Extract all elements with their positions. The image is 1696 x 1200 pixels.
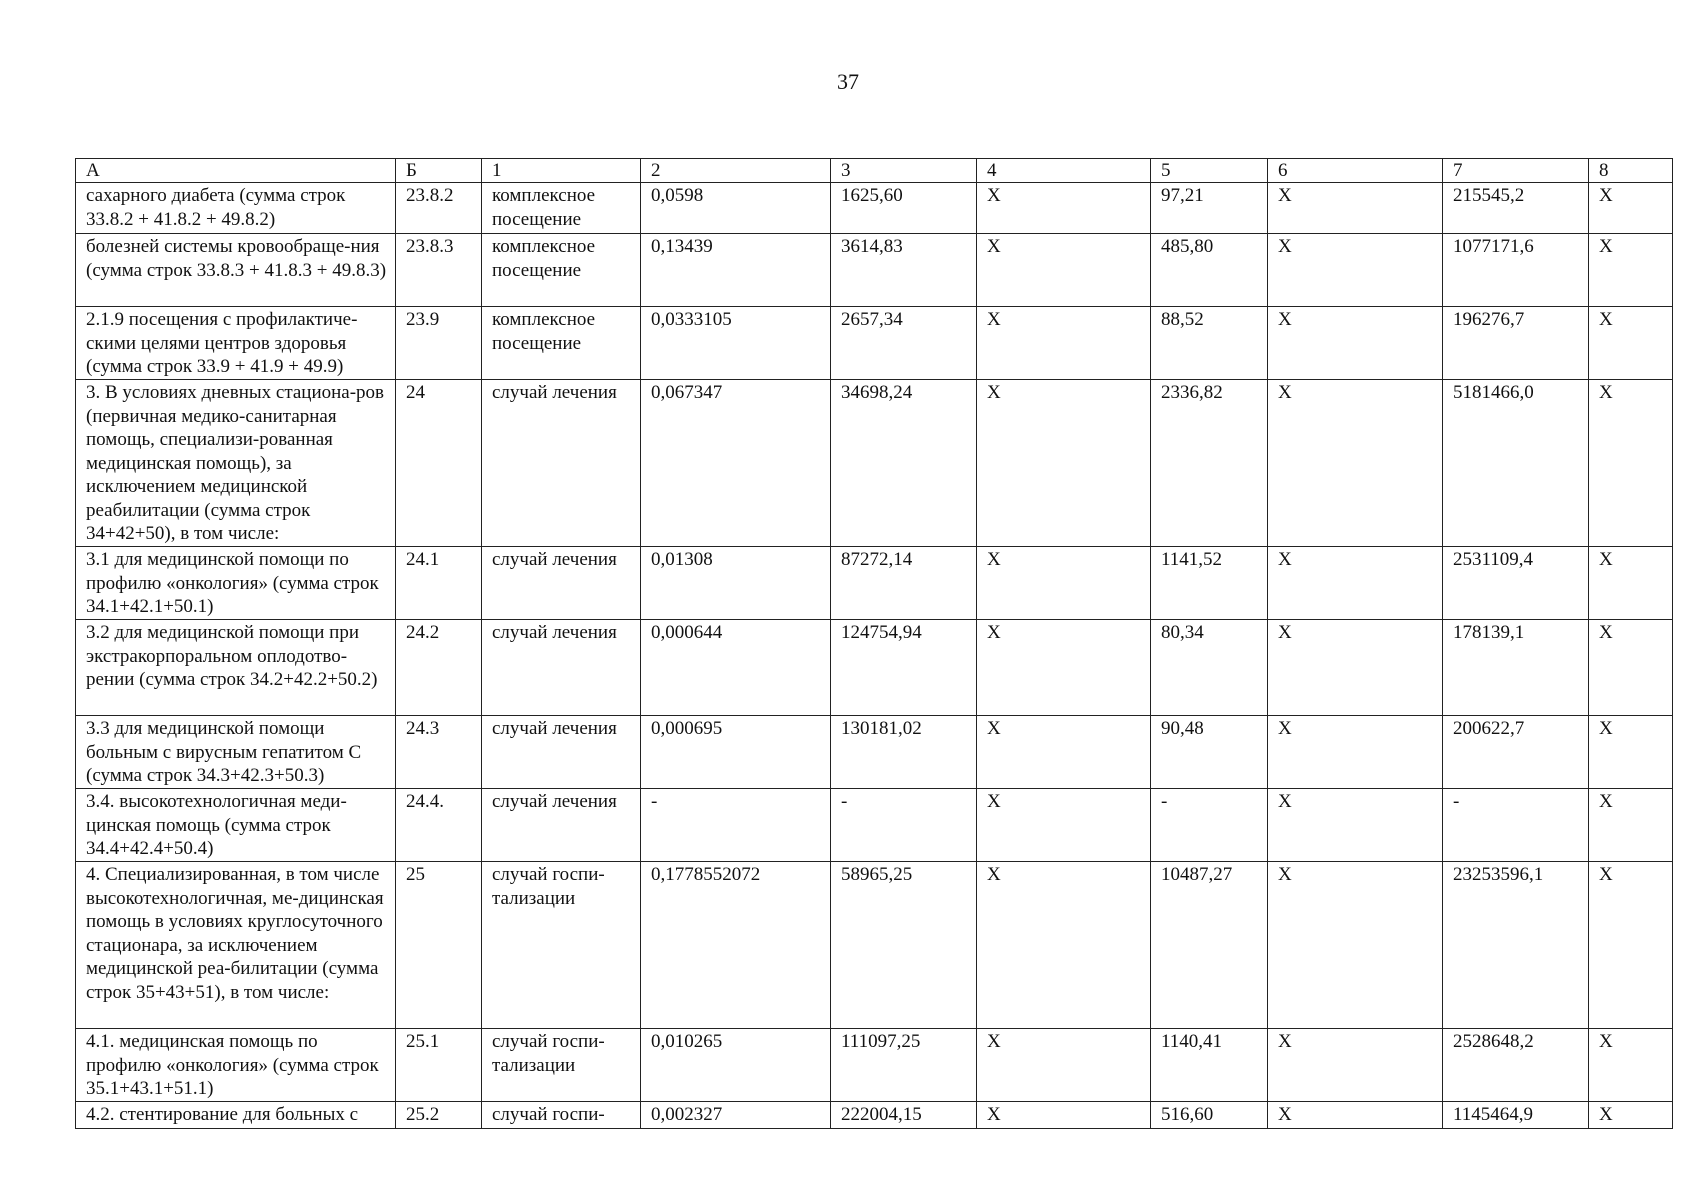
table-cell: X [1268, 380, 1443, 547]
table-cell: 516,60 [1151, 1102, 1268, 1129]
table-cell: 24 [396, 380, 482, 547]
table-cell: 24.3 [396, 716, 482, 789]
table-row [76, 380, 1673, 547]
table-cell: X [1589, 1029, 1673, 1102]
table-cell: X [1589, 547, 1673, 620]
table-cell: 23.8.3 [396, 234, 482, 307]
table-cell: 2531109,4 [1443, 547, 1589, 620]
table-cell: 0,0598 [641, 183, 831, 234]
table-cell: 485,80 [1151, 234, 1268, 307]
table-row [76, 183, 1673, 234]
table-cell: 2.1.9 посещения с профилактиче-скими целями центров здоровья (сумма строк 33.9 + 41.9 + 49.9) [76, 307, 396, 380]
table-cell: X [1268, 620, 1443, 716]
table-cell: X [977, 547, 1151, 620]
table-cell: 3.4. высокотехнологичная меди-цинская помощь (сумма строк 34.4+42.4+50.4) [76, 789, 396, 862]
table-cell: 4. Специализированная, в том числе высокотехнологичная, ме-дицинская помощь в условиях круглосуточного стационара, за исключением медицинской реа-билитации (сумма строк 35+43+51), в том числе: [76, 862, 396, 1029]
column-header: 1 [482, 159, 641, 183]
table-cell: X [1589, 789, 1673, 862]
column-header: 8 [1589, 159, 1673, 183]
table-cell: 4.2. стентирование для больных с [76, 1102, 396, 1129]
table-cell: X [1268, 1102, 1443, 1129]
column-header: 2 [641, 159, 831, 183]
table-cell: 90,48 [1151, 716, 1268, 789]
table-cell: X [1268, 547, 1443, 620]
table-cell: 25 [396, 862, 482, 1029]
column-header: А [76, 159, 396, 183]
table-cell: 25.2 [396, 1102, 482, 1129]
table-cell: комплексное посещение [482, 183, 641, 234]
table-cell: 0,0333105 [641, 307, 831, 380]
table-cell: X [1268, 789, 1443, 862]
table-row [76, 234, 1673, 307]
table-cell: X [1589, 234, 1673, 307]
table-row [76, 307, 1673, 380]
table-cell: 80,34 [1151, 620, 1268, 716]
column-header: 5 [1151, 159, 1268, 183]
table-cell: X [1589, 620, 1673, 716]
table-cell: X [1589, 1102, 1673, 1129]
table-cell: 196276,7 [1443, 307, 1589, 380]
table-cell: 4.1. медицинская помощь по профилю «онкология» (сумма строк 35.1+43.1+51.1) [76, 1029, 396, 1102]
page-number: 37 [837, 69, 859, 94]
table-cell: X [1268, 716, 1443, 789]
table-cell: 0,01308 [641, 547, 831, 620]
table-row [76, 862, 1673, 1029]
table-body [76, 159, 1673, 1129]
column-header: 6 [1268, 159, 1443, 183]
table-cell: 97,21 [1151, 183, 1268, 234]
table-cell: X [1589, 307, 1673, 380]
table-cell: 3.2 для медицинской помощи при экстракорпоральном оплодотво-рении (сумма строк 34.2+42.2+50.2) [76, 620, 396, 716]
table-cell: 2528648,2 [1443, 1029, 1589, 1102]
table-cell: X [1589, 380, 1673, 547]
table-cell: X [977, 789, 1151, 862]
table-cell: случай лечения [482, 620, 641, 716]
table-cell: 0,1778552072 [641, 862, 831, 1029]
table-cell: 58965,25 [831, 862, 977, 1029]
table-cell: 34698,24 [831, 380, 977, 547]
data-table [75, 158, 1673, 1129]
table-cell: сахарного диабета (сумма строк 33.8.2 + 41.8.2 + 49.8.2) [76, 183, 396, 234]
column-header: Б [396, 159, 482, 183]
table-cell: случай госпи-тализации [482, 862, 641, 1029]
table-cell: X [977, 716, 1151, 789]
column-header: 4 [977, 159, 1151, 183]
table-cell: 3.1 для медицинской помощи по профилю «онкология» (сумма строк 34.1+42.1+50.1) [76, 547, 396, 620]
table-cell: X [1589, 716, 1673, 789]
table-cell: 1077171,6 [1443, 234, 1589, 307]
table-cell: 5181466,0 [1443, 380, 1589, 547]
table-cell: 10487,27 [1151, 862, 1268, 1029]
table-cell: 87272,14 [831, 547, 977, 620]
table-cell: 2657,34 [831, 307, 977, 380]
table-cell: 23.8.2 [396, 183, 482, 234]
table-cell: 24.1 [396, 547, 482, 620]
table-cell: X [977, 234, 1151, 307]
table-cell: - [641, 789, 831, 862]
table-cell: 178139,1 [1443, 620, 1589, 716]
table-cell: 111097,25 [831, 1029, 977, 1102]
table-cell: 23.9 [396, 307, 482, 380]
table-cell: 0,067347 [641, 380, 831, 547]
table-cell: 24.2 [396, 620, 482, 716]
table-header-row [76, 159, 1673, 183]
table-cell: случай госпи-тализации [482, 1029, 641, 1102]
table-cell: 1140,41 [1151, 1029, 1268, 1102]
table-cell: 215545,2 [1443, 183, 1589, 234]
table-cell: 25.1 [396, 1029, 482, 1102]
table-cell: 1141,52 [1151, 547, 1268, 620]
table-cell: 1145464,9 [1443, 1102, 1589, 1129]
table-cell: 3. В условиях дневных стациона-ров (первичная медико-санитарная помощь, специализи-рованная медицинская помощь), за исключением медицинской реабилитации (сумма строк 34+42+50), в том числе: [76, 380, 396, 547]
table-cell: 222004,15 [831, 1102, 977, 1129]
table-cell: X [977, 183, 1151, 234]
table-row [76, 620, 1673, 716]
table-cell: X [1589, 183, 1673, 234]
table-cell: 124754,94 [831, 620, 977, 716]
table-cell: случай лечения [482, 380, 641, 547]
table-cell: болезней системы кровообраще-ния (сумма строк 33.8.3 + 41.8.3 + 49.8.3) [76, 234, 396, 307]
table-cell: 88,52 [1151, 307, 1268, 380]
table-cell: - [1151, 789, 1268, 862]
table-cell: 0,010265 [641, 1029, 831, 1102]
table-cell: 24.4. [396, 789, 482, 862]
table-row [76, 716, 1673, 789]
table-cell: X [977, 862, 1151, 1029]
table-cell: комплексное посещение [482, 307, 641, 380]
table-cell: X [1589, 862, 1673, 1029]
table-cell: 0,000695 [641, 716, 831, 789]
table-cell: 3614,83 [831, 234, 977, 307]
table-cell: X [1268, 183, 1443, 234]
column-header: 3 [831, 159, 977, 183]
table-cell: 2336,82 [1151, 380, 1268, 547]
table-cell: - [831, 789, 977, 862]
table-cell: 0,13439 [641, 234, 831, 307]
table-cell: X [1268, 1029, 1443, 1102]
table-cell: X [1268, 307, 1443, 380]
table-cell: случай лечения [482, 547, 641, 620]
table-cell: случай госпи- [482, 1102, 641, 1129]
table-row [76, 1029, 1673, 1102]
table-cell: 200622,7 [1443, 716, 1589, 789]
table-cell: комплексное посещение [482, 234, 641, 307]
table-cell: 3.3 для медицинской помощи больным с вирусным гепатитом С (сумма строк 34.3+42.3+50.3) [76, 716, 396, 789]
table-row [76, 1102, 1673, 1129]
table-cell: X [977, 380, 1151, 547]
table-cell: 23253596,1 [1443, 862, 1589, 1029]
table-cell: X [977, 1029, 1151, 1102]
table-cell: случай лечения [482, 789, 641, 862]
table-cell: - [1443, 789, 1589, 862]
table-cell: X [977, 620, 1151, 716]
table-cell: X [977, 307, 1151, 380]
column-header: 7 [1443, 159, 1589, 183]
table-row [76, 789, 1673, 862]
table-cell: 1625,60 [831, 183, 977, 234]
table-cell: X [1268, 862, 1443, 1029]
table-cell: X [977, 1102, 1151, 1129]
table-cell: 0,000644 [641, 620, 831, 716]
table-cell: 130181,02 [831, 716, 977, 789]
table-cell: X [1268, 234, 1443, 307]
table-cell: случай лечения [482, 716, 641, 789]
table-row [76, 547, 1673, 620]
table-cell: 0,002327 [641, 1102, 831, 1129]
